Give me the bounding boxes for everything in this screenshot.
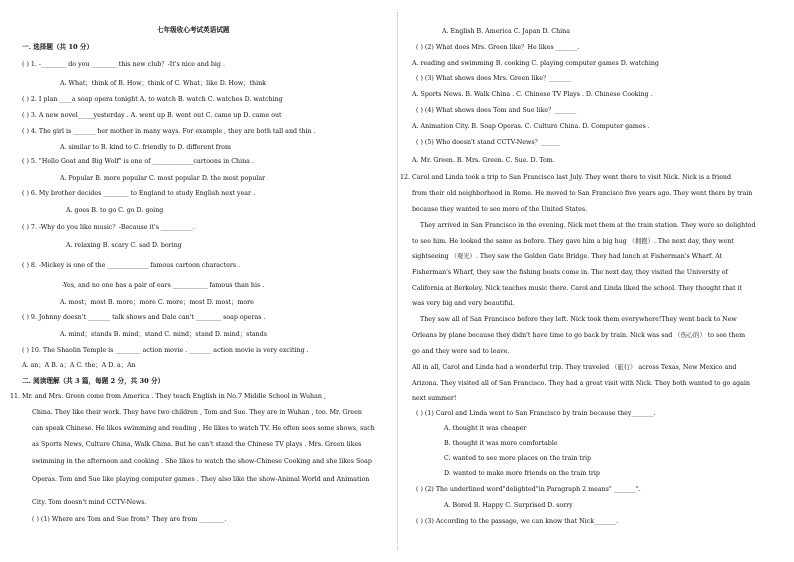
exam-title: 七年级收心考试英语试题 — [157, 26, 230, 34]
question-6-options: A. goes B. to go C. go D. going — [66, 207, 164, 214]
passage-12-line-5: to see him. He looked the same as before. They gave him a big hug （拥抱）. The next day, they went — [412, 238, 734, 245]
p12-q1-option-a: A. thought it was cheaper — [444, 425, 527, 432]
passage-12-line-10: They saw all of San Francisco before they left. Nick took them everywhere!They went back to New — [420, 316, 737, 323]
passage-12-line-12: go and they were sad to leave. — [412, 348, 510, 355]
p11-question-3: ( ) (3) What shows does Mrs. Green like？_______ — [416, 75, 572, 82]
passage-11-question-1: ( ) (1) Where are Tom and Sue from？They are from ________. — [32, 516, 227, 523]
passage-12-line-3: because they wanted to see more of the United States. — [412, 206, 588, 213]
passage-12-line-6: sightseeing （观光）. They saw the Golden Gate Bridge. They had lunch at Fisherman's Wharf. At — [412, 253, 723, 260]
question-4: ( ) 4. The girl is _______ her mother in many ways. For example , they are both tall and thin . — [22, 128, 316, 135]
passage-11-line-5: swimming in the afternoon and cooking . She likes to watch the show-Chinese Cooking and she likes Soap — [32, 458, 372, 465]
passage-12-line-7: Fisherman's Wharf, they saw the fishing boats come in. The next day, they visited the University of — [412, 269, 728, 276]
p12-question-3: ( ) (3) According to the passage, we can know that Nick_______. — [416, 518, 619, 525]
p12-question-1: ( ) (1) Carol and Linda went to San Francisco by train because they_______. — [416, 410, 656, 417]
section-reading-heading: 二. 阅读理解（共 3 篇，每题 2 分，共 30 分） — [22, 377, 165, 385]
p11-question-5: ( ) (5) Who doesn't stand CCTV-News？______ — [416, 139, 560, 146]
p11-q5-options: A. Mr. Green. B. Mrs. Green. C. Sue. D. Tom. — [412, 157, 555, 164]
section-choice-heading: 一. 选择题（共 10 分） — [22, 43, 94, 51]
passage-12-line-11: Orleans by plane because they didn't have time to go back by train. Nick was sad （伤心的） to see them — [412, 332, 746, 339]
passage-11-line-3: can speak Chinese. He likes swimming and reading , He likes to watch TV. He often sees some shows, such — [32, 425, 375, 432]
p11-question-4: ( ) (4) What shows does Tom and Sue like？_______ — [416, 107, 577, 114]
p12-question-2: ( ) (2) The underlined word"delighted"in Paragraph 2 means" _______". — [416, 486, 641, 493]
passage-11-line-2: China. They like their work. They have two children , Tom and Sue. They are in Wuhan , too. Mr. Green — [32, 409, 362, 416]
question-8-options: A. most；most B. more；more C. more；most D. most；more — [60, 299, 254, 306]
question-7-options: A. relaxing B. scary C. sad D. boring — [66, 242, 182, 249]
question-10: ( ) 10. The Shaolin Temple is ________ action movie . _______ action movie is very exciting . — [22, 347, 309, 354]
p12-q1-option-b: B. thought it was more comfortable — [444, 440, 558, 447]
question-6: ( ) 6. My brother decides ________ to England to study English next year . — [22, 190, 256, 197]
p12-q2-options: A. Bored B. Happy C. Surprised D. sorry — [444, 502, 573, 509]
question-5: ( ) 5. "Hello Goat and Big Wolf" is one of _____________cartoons in China . — [22, 158, 254, 165]
passage-12-line-13: All in all, Carol and Linda had a wonderful trip. They traveled （旅行） across Texas, New Mexico and — [412, 364, 737, 371]
passage-11-line-7: City. Tom doesn't mind CCTV-News. — [32, 499, 147, 506]
passage-12-line-14: Arizona. They visited all of San Francisco. They had a great visit with Nick. They both wanted to go again — [412, 380, 750, 387]
p11-question-2: ( ) (2) What does Mrs. Green like？He likes _______. — [416, 44, 580, 51]
question-4-options: A. similar to B. kind to C. friendly to D. different from — [60, 144, 231, 151]
passage-12-line-15: next summer! — [412, 395, 457, 402]
question-8: ( ) 8. -Mickey is one of the _____________ famous cartoon characters . — [22, 262, 241, 269]
question-3: ( ) 3. A new novel_____yesterday . A. went up B. went out C. came up D. came out — [22, 112, 282, 119]
question-9: ( ) 9. Johnny doesn't _______ talk shows and Dale can't ________ soap operas . — [22, 314, 266, 321]
passage-11-line-1: 11. Mr. and Mrs. Green come from America . They teach English in No.7 Middle School in Wuhan , — [10, 393, 326, 400]
column-divider — [397, 12, 398, 550]
question-10-options: A. an；A B. a；A C. the；A D. a；An — [22, 362, 136, 369]
question-7: ( ) 7. -Why do you like music？-Because it's __________. — [22, 224, 195, 231]
question-9-options: A. mind；stands B. mind；stand C. mind；stand D. mind；stands — [60, 331, 267, 338]
passage-12-line-8: California at Berkeley. Nick teaches music there. Carol and Linda liked the school. They thought that it — [412, 285, 743, 292]
p11-q3-options: A. Sports News. B. Walk China . C. Chinese TV Plays . D. Chinese Cooking . — [412, 91, 653, 98]
passage-12-line-1: 12. Carol and Linda took a trip to San Francisco last July. They went there to visit Nick. Nick is a friend — [400, 174, 732, 181]
p12-q1-option-c: C. wanted to see more places on the train trip — [444, 455, 591, 462]
passage-12-line-9: was very big and very beautiful. — [412, 300, 515, 307]
p11-q1-options: A. English B. America C. Japan D. China — [442, 28, 570, 35]
question-1-options: A. What；think of B. How；think of C. What；like D. How；think — [60, 80, 266, 87]
question-2: ( ) 2. I plan ____a soap opera tonight A. to watch B. watch C. watches D. watching — [22, 96, 283, 103]
question-5-options: A. Popular B. more popular C. most popular D. the most popular — [60, 175, 266, 182]
passage-12-line-2: from their old neighborhood in Rome. He moved to San Francisco five years ago. They went there by train — [412, 190, 753, 197]
p11-q2-options: A. reading and swimming B. cooking C. playing computer games D. watching — [412, 60, 659, 67]
p12-q1-option-d: D. wanted to make more friends on the train trip — [444, 470, 600, 477]
passage-11-line-4: as Sports News, Culture China, Walk China. But he can't stand the Chinese TV plays . Mrs. Green likes — [32, 441, 362, 448]
question-1: ( ) 1. -________ do you ________ this new club？-It's nice and big . — [22, 61, 225, 68]
p11-q4-options: A. Animation City. B. Soap Operas. C. Culture China. D. Computer games . — [412, 123, 650, 130]
question-8-followup: -Yes, and no one has a pair of ears ___________ famous than his . — [62, 282, 265, 289]
passage-12-line-4: They arrived in San Francisco in the evening. Nick met them at the train station. They were so delighted — [420, 222, 756, 229]
passage-11-line-6: Operas. Tom and Sue like playing computer games . They also like the show-Animal World and Animation — [32, 476, 370, 483]
